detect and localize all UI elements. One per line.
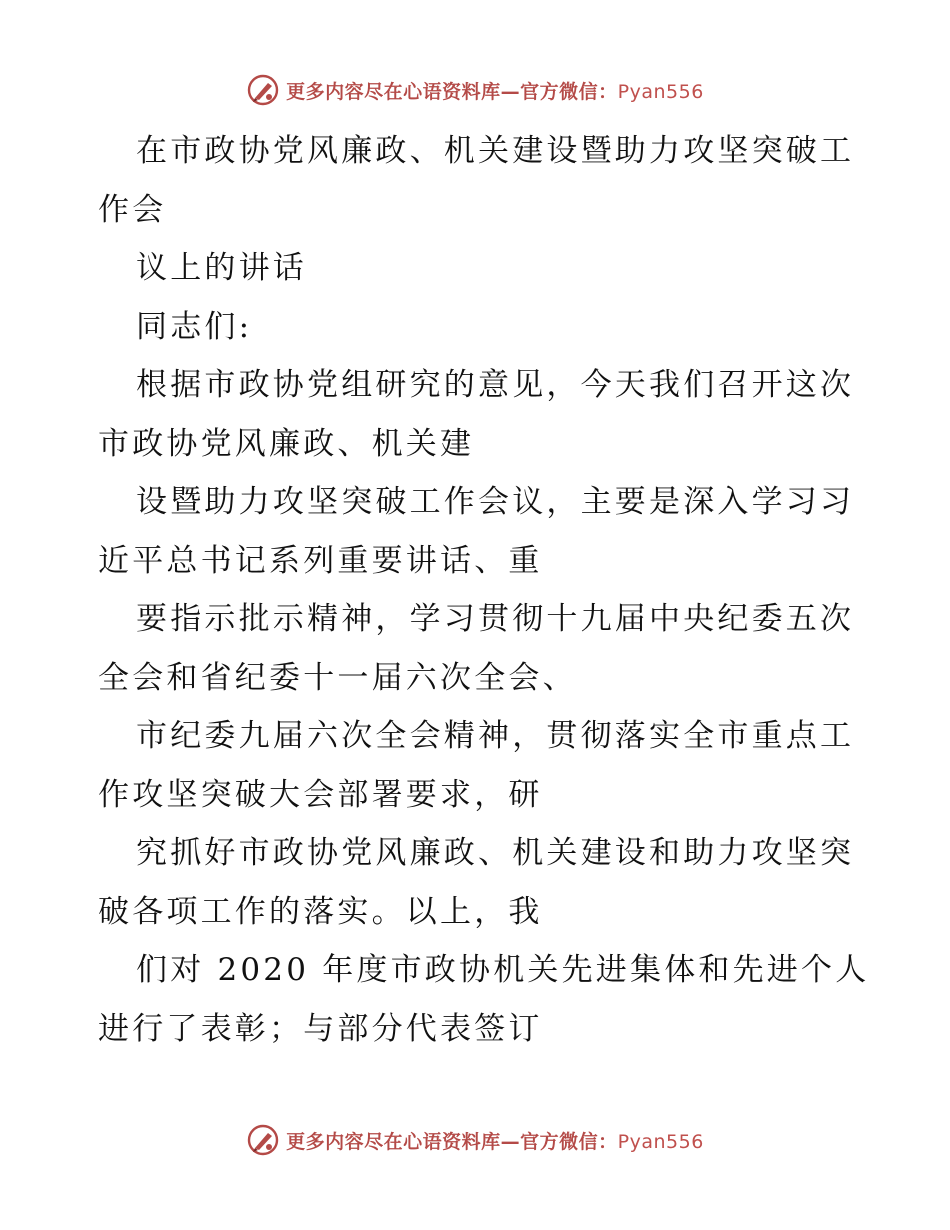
banner-main-text: 更多内容尽在心语资料库—官方微信： [286, 1130, 618, 1153]
text-line: 同志们: [136, 308, 253, 345]
text-line: 作攻坚突破大会部署要求，研 [98, 776, 543, 813]
text-line: 破各项工作的落实。以上，我 [98, 893, 543, 930]
banner-text [286, 1127, 704, 1154]
pen-seal-logo-icon [246, 1123, 280, 1157]
text-line: 们对 2020 年度市政协机关先进集体和先进个人 [136, 952, 870, 988]
pen-seal-logo-icon [246, 73, 280, 107]
text-line: 根据市政协党组研究的意见，今天我们召开这次 [136, 367, 855, 403]
text-line: 市政协党风廉政、机关建 [98, 425, 475, 462]
text-line: 要指示批示精神，学习贯彻十九届中央纪委五次 [136, 601, 855, 637]
text-line: 近平总书记系列重要讲话、重 [98, 542, 543, 579]
text-line: 全会和省纪委十一届六次全会、 [98, 659, 577, 696]
banner-text [286, 77, 704, 104]
text-line: 市纪委九届六次全会精神，贯彻落实全市重点工 [136, 718, 855, 754]
header-banner [0, 70, 950, 110]
text-line: 在市政协党风廉政、机关建设暨助力攻坚突破工 [136, 133, 855, 169]
document-body [98, 122, 870, 1058]
banner-main-text: 更多内容尽在心语资料库—官方微信： [286, 80, 618, 103]
wechat-id: Pyan556 [617, 1130, 704, 1153]
text-line: 作会 [98, 191, 167, 228]
wechat-id: Pyan556 [617, 80, 704, 103]
text-line: 设暨助力攻坚突破工作会议，主要是深入学习习 [136, 484, 855, 520]
text-line: 究抓好市政协党风廉政、机关建设和助力攻坚突 [136, 835, 855, 871]
text-line: 进行了表彰；与部分代表签订 [98, 1010, 543, 1047]
footer-banner [0, 1120, 950, 1160]
text-line: 议上的讲话 [136, 250, 307, 286]
